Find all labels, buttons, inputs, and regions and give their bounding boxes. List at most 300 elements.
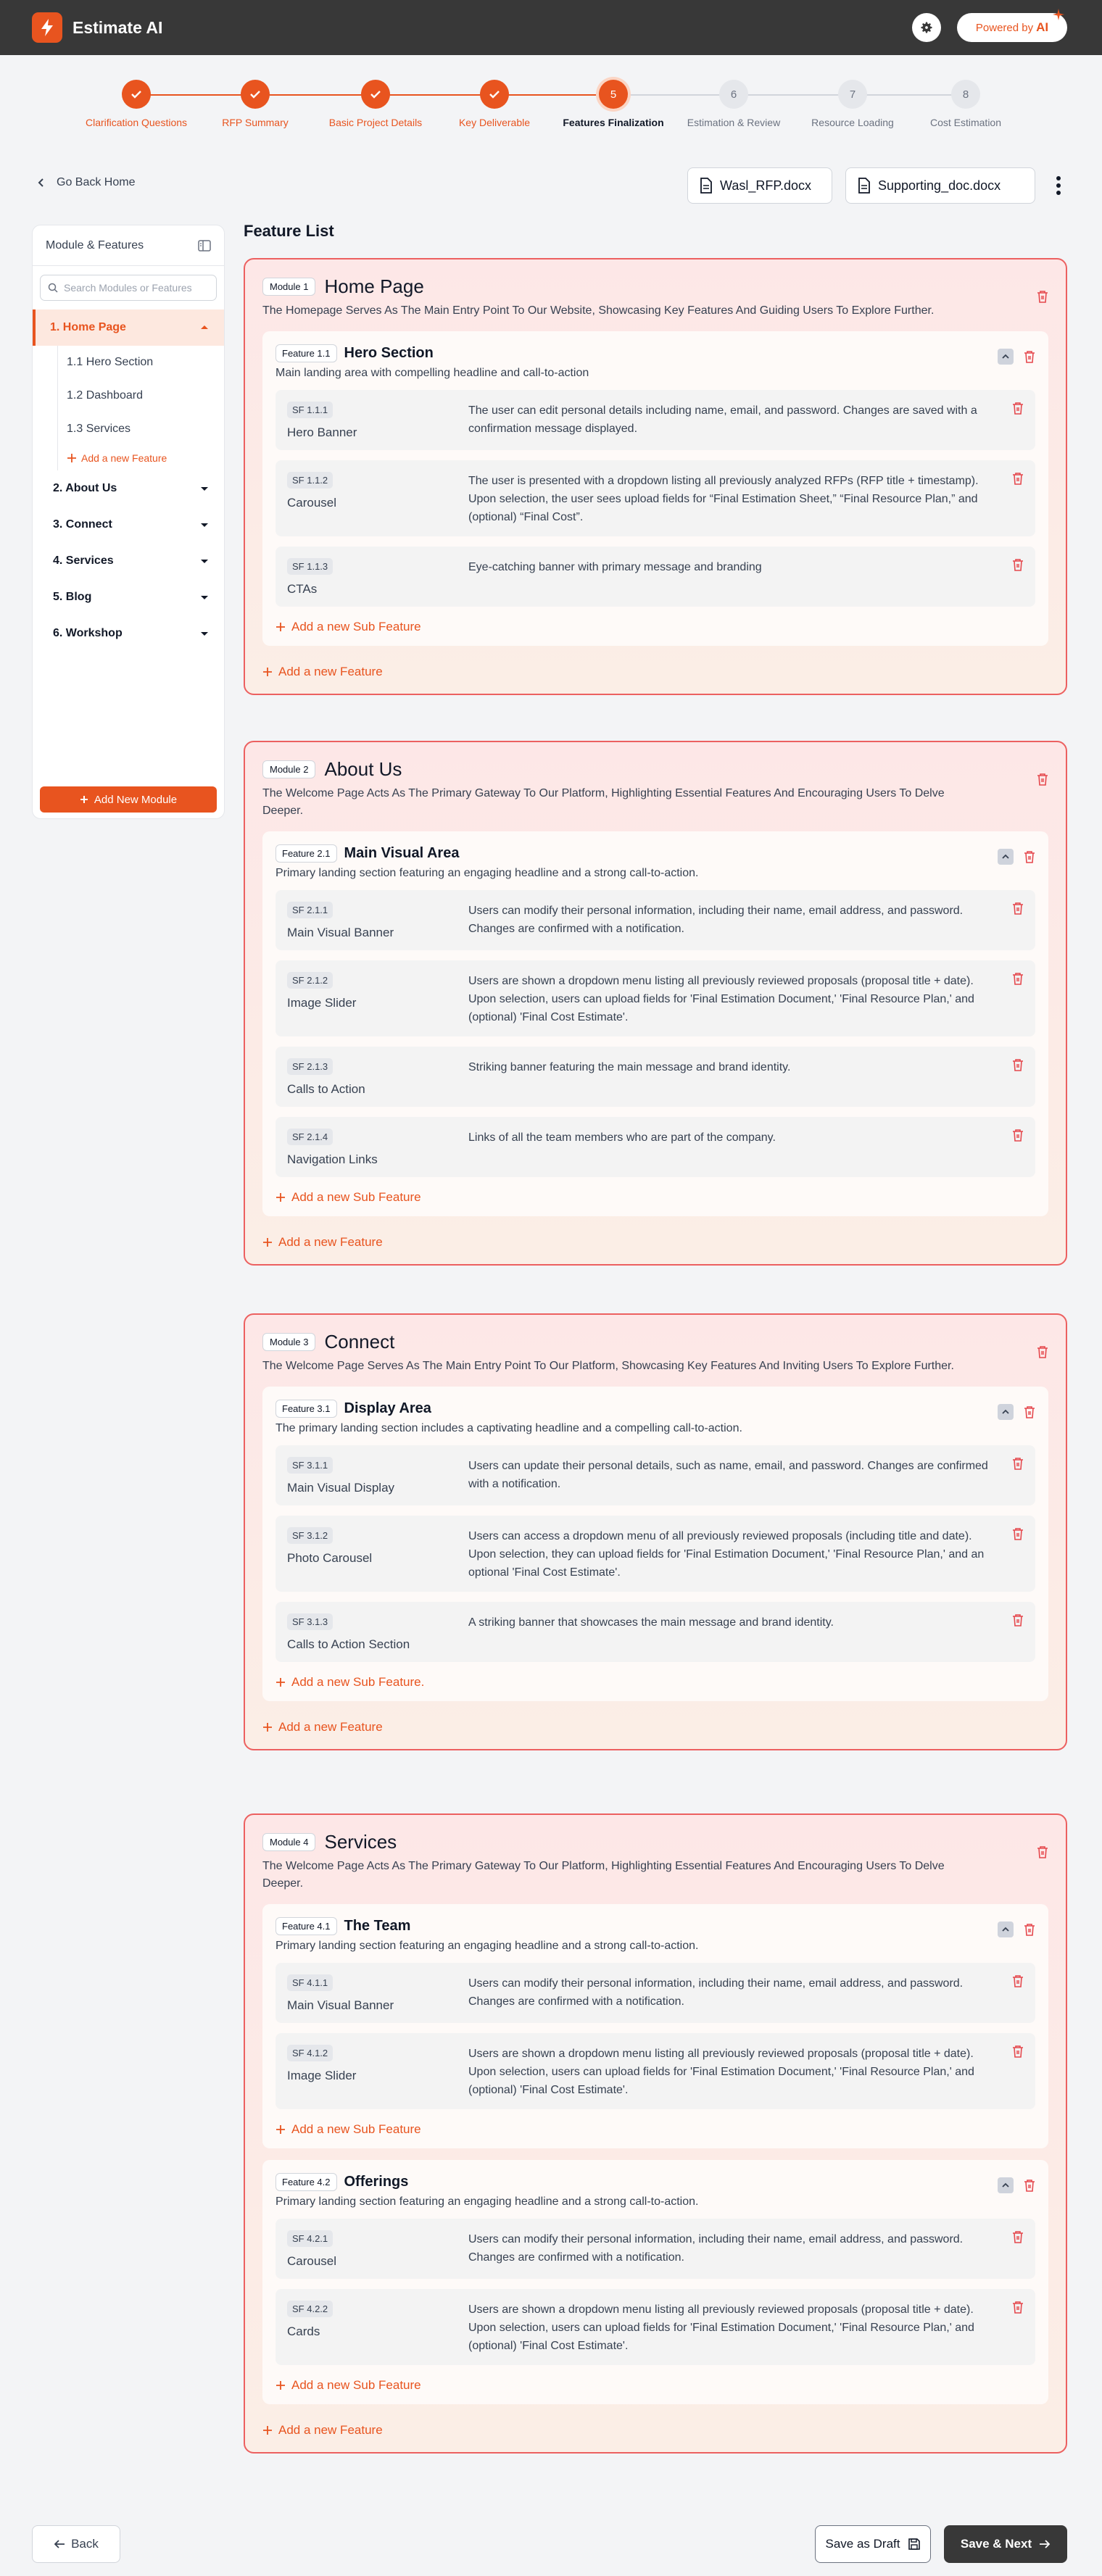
delete-sub-feature-button[interactable]: [1012, 2301, 1024, 2314]
sub-feature-name: Navigation Links: [287, 1152, 378, 1166]
app-title: Estimate AI: [72, 17, 163, 37]
trash-icon: [1012, 1129, 1024, 1142]
sub-feature-card: [276, 1516, 1035, 1592]
sub-feature-badge: SF 4.1.2: [287, 2045, 333, 2061]
delete-sub-feature-button[interactable]: [1012, 558, 1024, 571]
sidebar-module-label: 3. Connect: [53, 518, 112, 531]
sidebar-module-label: 4. Services: [53, 554, 114, 567]
plus-icon: [80, 795, 88, 804]
module-header: [262, 758, 1048, 781]
sub-feature-badge: SF 2.1.3: [287, 1058, 333, 1075]
step-label: Estimation & Review: [687, 117, 781, 128]
powered-by-label: Powered by: [975, 21, 1034, 34]
caret-down-icon: [199, 556, 210, 566]
step-label: Clarification Questions: [85, 117, 188, 128]
module-card: [244, 258, 1067, 695]
delete-sub-feature-button[interactable]: [1012, 2230, 1024, 2243]
module-sidebar: [32, 225, 225, 819]
sidebar-feature-item[interactable]: 1.3 Services: [67, 423, 131, 435]
delete-sub-feature-button[interactable]: [1012, 1527, 1024, 1540]
sub-feature-description: A striking banner that showcases the main message and brand identity.: [468, 1616, 834, 1629]
sub-feature-name: Main Visual Banner: [287, 1998, 394, 2012]
sub-feature-description: Users can modify their personal information, including their name, email address, and password. Changes are confirmed with a notification.: [468, 905, 964, 935]
sidebar-module-label: 1. Home Page: [50, 321, 126, 333]
sub-feature-badge: SF 1.1.1: [287, 402, 333, 418]
trash-icon: [1012, 1457, 1024, 1470]
collapse-feature-button[interactable]: [998, 1404, 1014, 1420]
plus-icon: [262, 2425, 273, 2435]
sub-feature-badge: SF 1.1.2: [287, 472, 333, 489]
module-card: [244, 741, 1067, 1266]
sub-feature-meta: [287, 2230, 468, 2269]
step-label: Cost Estimation: [929, 117, 1002, 128]
doc-button-supporting[interactable]: [845, 167, 1035, 204]
collapse-feature-button[interactable]: [998, 2177, 1014, 2193]
sub-feature-meta: [287, 402, 468, 440]
sidebar-add-feature-link[interactable]: [67, 446, 224, 470]
delete-module-button[interactable]: [1037, 773, 1048, 786]
arrow-right-icon: [1039, 2539, 1051, 2549]
check-icon: [130, 89, 142, 99]
step-label: Key Deliverable: [458, 117, 531, 128]
search-placeholder: Search Modules or Features: [64, 282, 192, 294]
step-2[interactable]: [190, 80, 320, 130]
chevron-up-icon: [1001, 852, 1010, 861]
delete-module-button[interactable]: [1037, 290, 1048, 303]
feature-header: [276, 344, 1035, 362]
powered-ai-label: AI: [1036, 20, 1049, 34]
sub-feature-description: The user can edit personal details including name, email, and password. Changes are saved with a confirmation message displayed.: [468, 404, 977, 435]
module-badge: Module 4: [262, 1833, 315, 1851]
sub-feature-card: [276, 547, 1035, 607]
delete-sub-feature-button[interactable]: [1012, 1974, 1024, 1987]
sidebar-sub-tree: [57, 346, 224, 470]
trash-icon: [1024, 1923, 1035, 1936]
feature-card: [262, 1387, 1048, 1701]
sub-feature-card: [276, 1602, 1035, 1662]
module-description: The Welcome Page Acts As The Primary Gateway To Our Platform, Highlighting Essential Features And Encouraging Users To Delve Deeper.: [262, 1860, 945, 1890]
sub-feature-card: [276, 2219, 1035, 2279]
feature-badge: Feature 4.2: [276, 2173, 337, 2191]
sub-feature-badge: SF 2.1.1: [287, 902, 333, 918]
plus-icon: [276, 1192, 286, 1202]
sub-feature-name: Main Visual Banner: [287, 926, 394, 939]
step-label: Features Finalization: [563, 117, 664, 128]
delete-sub-feature-button[interactable]: [1012, 2045, 1024, 2058]
caret-up-icon: [199, 323, 210, 333]
feature-header: [276, 2173, 1035, 2191]
back-button[interactable]: [32, 2525, 120, 2563]
module-description: The Homepage Serves As The Main Entry Point To Our Website, Showcasing Key Features And Guiding Users To Explore Further.: [262, 304, 935, 317]
feature-title: Display Area: [344, 1400, 431, 1416]
sub-feature-name: Carousel: [287, 2254, 337, 2268]
go-back-home-link[interactable]: [36, 176, 135, 189]
add-feature-label: Add a new Feature: [278, 2423, 383, 2437]
add-sub-feature-label: Add a new Sub Feature: [291, 2122, 421, 2136]
sub-feature-badge: SF 3.1.2: [287, 1527, 333, 1544]
feature-card: [262, 331, 1048, 646]
module-badge: Module 1: [262, 278, 315, 296]
sub-feature-description: Users can access a dropdown menu of all previously reviewed proposals (including title and date). Upon selection, they can upload fields for 'Final Estimation Document,' 'Final Resource Plan,' and an optional 'Final Cost Estimate'.: [468, 1530, 985, 1579]
sub-feature-name: Image Slider: [287, 2069, 357, 2082]
feature-description: Main landing area with compelling headline and call-to-action: [276, 367, 589, 379]
feature-controls: [998, 1404, 1035, 1420]
step-1[interactable]: [71, 80, 202, 130]
step-circle: [480, 80, 509, 109]
trash-icon: [1012, 2301, 1024, 2314]
module-card: [244, 1313, 1067, 1750]
collapse-feature-button[interactable]: [998, 1921, 1014, 1937]
add-sub-feature-link[interactable]: [276, 2122, 1035, 2137]
add-sub-feature-label: Add a new Sub Feature.: [291, 1675, 425, 1689]
trash-icon: [1024, 850, 1035, 863]
save-and-next-button[interactable]: [944, 2525, 1067, 2563]
collapse-feature-button[interactable]: [998, 349, 1014, 365]
sidebar-module-item[interactable]: [33, 543, 224, 579]
trash-icon: [1012, 472, 1024, 485]
step-number: 5: [610, 88, 617, 101]
sub-feature-badge: SF 4.2.1: [287, 2230, 333, 2247]
step-circle: [719, 80, 748, 109]
feature-badge: Feature 3.1: [276, 1400, 337, 1418]
sub-feature-card: [276, 1963, 1035, 2023]
add-sub-feature-label: Add a new Sub Feature: [291, 620, 421, 633]
sub-feature-card: [276, 890, 1035, 950]
sidebar-title: Module & Features: [46, 238, 144, 252]
sidebar-module-label: 6. Workshop: [53, 627, 123, 639]
gear-icon: [919, 20, 934, 35]
add-sub-feature-label: Add a new Sub Feature: [291, 2378, 421, 2392]
module-title: Connect: [324, 1331, 395, 1353]
next-label: Save & Next: [960, 2537, 1032, 2551]
add-feature-label: Add a new Feature: [81, 452, 167, 464]
trash-icon: [1012, 2045, 1024, 2058]
feature-card: [262, 831, 1048, 1216]
sub-feature-meta: [287, 1457, 468, 1495]
trash-icon: [1037, 290, 1048, 303]
feature-controls: [998, 1921, 1035, 1937]
sparkle-icon: [1053, 9, 1064, 20]
plus-icon: [276, 2124, 286, 2135]
feature-badge: Feature 2.1: [276, 844, 337, 863]
check-icon: [370, 89, 381, 99]
sidebar-module-item[interactable]: [33, 615, 224, 652]
plus-icon: [276, 1677, 286, 1687]
module-badge: Module 2: [262, 760, 315, 778]
plus-icon: [262, 667, 273, 677]
add-sub-feature-link[interactable]: [276, 620, 1035, 634]
sidebar-module-item[interactable]: [33, 309, 224, 346]
sub-feature-badge: SF 2.1.4: [287, 1129, 333, 1145]
module-header: [262, 275, 1048, 298]
sub-feature-description: Links of all the team members who are part of the company.: [468, 1131, 776, 1144]
step-6[interactable]: [668, 80, 799, 130]
add-feature-label: Add a new Feature: [278, 665, 383, 678]
settings-button[interactable]: [912, 13, 941, 42]
feature-card: [262, 2160, 1048, 2404]
chevron-up-icon: [1001, 1408, 1010, 1416]
progress-stepper: [0, 55, 1102, 164]
more-options-button[interactable]: [1050, 173, 1067, 199]
plus-icon: [67, 453, 77, 463]
sub-feature-name: Carousel: [287, 496, 337, 510]
delete-feature-button[interactable]: [1024, 850, 1035, 863]
sub-feature-name: Photo Carousel: [287, 1551, 373, 1565]
step-5[interactable]: [548, 80, 679, 130]
delete-sub-feature-button[interactable]: [1012, 1129, 1024, 1142]
add-sub-feature-label: Add a new Sub Feature: [291, 1190, 421, 1204]
sub-feature-meta: [287, 1974, 468, 2013]
document-icon: [700, 178, 713, 194]
sidebar-feature-item[interactable]: 1.1 Hero Section: [67, 356, 154, 368]
feature-header: [276, 1917, 1035, 1935]
sub-feature-badge: SF 3.1.3: [287, 1613, 333, 1630]
module-description: The Welcome Page Acts As The Primary Gateway To Our Platform, Highlighting Essential Features And Encouraging Users To Delve Deeper.: [262, 787, 945, 817]
caret-down-icon: [199, 483, 210, 494]
step-4[interactable]: [429, 80, 560, 130]
sub-feature-name: Hero Banner: [287, 425, 357, 439]
sub-feature-description: Users are shown a dropdown menu listing all previously reviewed proposals (proposal title + date). Upon selection, users can upload fields for 'Final Estimation Document,' 'Final Resource Plan,' and (optional) 'Final Cost Estimate'.: [468, 975, 974, 1023]
sub-feature-card: [276, 460, 1035, 536]
sub-feature-card: [276, 1445, 1035, 1505]
module-title: Services: [324, 1831, 397, 1853]
sidebar-feature-item[interactable]: 1.2 Dashboard: [67, 389, 143, 402]
module-header: [262, 1831, 1048, 1853]
sidebar-search-input[interactable]: [40, 275, 217, 301]
sub-feature-card: [276, 2289, 1035, 2365]
sub-feature-badge: SF 3.1.1: [287, 1457, 333, 1474]
sidebar-module-item[interactable]: [33, 470, 224, 507]
sub-feature-description: Striking banner featuring the main message and brand identity.: [468, 1061, 791, 1073]
plus-icon: [276, 622, 286, 632]
plus-icon: [262, 1722, 273, 1732]
step-7[interactable]: [787, 80, 918, 130]
sub-feature-name: Main Visual Display: [287, 1481, 395, 1495]
module-card: [244, 1813, 1067, 2454]
step-circle: [838, 80, 867, 109]
sub-feature-name: Calls to Action Section: [287, 1637, 410, 1651]
feature-list-title: Feature List: [244, 222, 334, 240]
sidebar-module-item[interactable]: [33, 579, 224, 615]
sub-feature-description: Users are shown a dropdown menu listing all previously reviewed proposals (proposal title + date). Upon selection, users can upload fields for 'Final Estimation Document,' 'Final Resource Plan,' and (optional) 'Final Cost Estimate'.: [468, 2048, 974, 2096]
add-new-module-button[interactable]: [40, 786, 217, 813]
plus-icon: [262, 1237, 273, 1247]
delete-feature-button[interactable]: [1024, 1405, 1035, 1418]
save-as-draft-button[interactable]: [815, 2525, 931, 2563]
trash-icon: [1012, 1527, 1024, 1540]
trash-icon: [1012, 1974, 1024, 1987]
sidebar-header: [33, 225, 224, 266]
feature-header: [276, 1400, 1035, 1418]
delete-sub-feature-button[interactable]: [1012, 902, 1024, 915]
delete-sub-feature-button[interactable]: [1012, 1058, 1024, 1071]
feature-title: The Team: [344, 1918, 411, 1934]
add-feature-label: Add a new Feature: [278, 1720, 383, 1734]
check-icon: [489, 89, 500, 99]
back-label: Back: [71, 2537, 99, 2551]
caret-down-icon: [199, 592, 210, 602]
sub-feature-meta: [287, 1129, 468, 1167]
step-number: 8: [962, 88, 969, 101]
feature-badge: Feature 1.1: [276, 344, 337, 362]
trash-icon: [1012, 2230, 1024, 2243]
sub-feature-badge: SF 4.1.1: [287, 1974, 333, 1991]
sub-feature-description: Eye-catching banner with primary message and branding: [468, 561, 762, 573]
save-icon: [908, 2538, 921, 2551]
plus-icon: [276, 2380, 286, 2390]
trash-icon: [1012, 558, 1024, 571]
feature-title: Offerings: [344, 2174, 409, 2190]
trash-icon: [1012, 972, 1024, 985]
sub-feature-description: Users can modify their personal information, including their name, email address, and password. Changes are confirmed with a notification.: [468, 2233, 964, 2264]
check-icon: [249, 89, 261, 99]
trash-icon: [1037, 773, 1048, 786]
sub-feature-name: Calls to Action: [287, 1082, 365, 1096]
sub-feature-meta: [287, 1613, 468, 1652]
sub-feature-name: Image Slider: [287, 996, 357, 1010]
step-label: RFP Summary: [222, 117, 289, 128]
add-feature-link[interactable]: [262, 1235, 1048, 1250]
feature-description: Primary landing section featuring an engaging headline and a strong call-to-action.: [276, 867, 699, 879]
sidebar-module-label: 5. Blog: [53, 591, 92, 603]
sub-feature-badge: SF 4.2.2: [287, 2301, 333, 2317]
add-feature-link[interactable]: [262, 1720, 1048, 1734]
feature-controls: [998, 849, 1035, 865]
trash-icon: [1024, 1405, 1035, 1418]
sub-feature-description: The user is presented with a dropdown listing all previously analyzed RFPs (RFP title + timestamp). Upon selection, the user sees upload fields for “Final Estimation Sheet,” “Final Resource Plan,” and (optional) “Final Cost”.: [468, 475, 979, 523]
sub-feature-card: [276, 1047, 1035, 1107]
sub-feature-meta: [287, 972, 468, 1026]
feature-controls: [998, 349, 1035, 365]
sub-feature-card: [276, 390, 1035, 450]
module-title: Home Page: [324, 275, 424, 297]
feature-description: The primary landing section includes a captivating headline and a compelling call-to-action.: [276, 1422, 742, 1434]
add-sub-feature-link[interactable]: [276, 1675, 1035, 1690]
module-description: The Welcome Page Serves As The Main Entry Point To Our Platform, Showcasing Key Features And Inviting Users To Explore Further.: [262, 1360, 954, 1372]
feature-header: [276, 844, 1035, 863]
delete-sub-feature-button[interactable]: [1012, 972, 1024, 985]
delete-sub-feature-button[interactable]: [1012, 402, 1024, 415]
doc-name: Wasl_RFP.docx: [720, 178, 812, 193]
feature-controls: [998, 2177, 1035, 2193]
chevron-left-icon: [36, 178, 46, 188]
feature-description: Primary landing section featuring an engaging headline and a strong call-to-action.: [276, 2195, 699, 2208]
delete-sub-feature-button[interactable]: [1012, 1613, 1024, 1626]
sub-feature-meta: [287, 902, 468, 940]
step-circle: [599, 80, 628, 109]
sub-feature-meta: [287, 558, 468, 597]
feature-title: Main Visual Area: [344, 845, 460, 861]
sub-feature-meta: [287, 2301, 468, 2355]
sub-feature-description: Users can modify their personal information, including their name, email address, and password. Changes are confirmed with a notification.: [468, 1977, 964, 2008]
sub-feature-name: Cards: [287, 2324, 320, 2338]
module-header: [262, 1331, 1048, 1353]
collapse-sidebar-icon[interactable]: [198, 240, 211, 252]
feature-badge: Feature 4.1: [276, 1917, 337, 1935]
step-3[interactable]: [310, 80, 441, 130]
delete-module-button[interactable]: [1037, 1845, 1048, 1858]
trash-icon: [1024, 350, 1035, 363]
doc-button-rfp[interactable]: [687, 167, 832, 204]
sub-feature-description: Users are shown a dropdown menu listing all previously reviewed proposals (proposal title + date). Upon selection, users can upload fields for 'Final Estimation Document,' 'Final Resource Plan,' and (optional) 'Final Cost Estimate'.: [468, 2303, 974, 2352]
chevron-up-icon: [1001, 2181, 1010, 2190]
step-label: Resource Loading: [811, 117, 894, 128]
collapse-feature-button[interactable]: [998, 849, 1014, 865]
sub-feature-badge: SF 2.1.2: [287, 972, 333, 989]
trash-icon: [1037, 1845, 1048, 1858]
add-module-label: Add New Module: [94, 793, 178, 806]
chevron-up-icon: [1001, 352, 1010, 361]
sub-feature-card: [276, 2033, 1035, 2109]
sub-feature-badge: SF 1.1.3: [287, 558, 333, 575]
add-feature-link[interactable]: [262, 665, 1048, 679]
sub-feature-name: CTAs: [287, 582, 318, 596]
sub-feature-description: Users can update their personal details, such as name, email, and password. Changes are confirmed with a notification.: [468, 1460, 988, 1490]
sidebar-module-item[interactable]: [33, 507, 224, 543]
delete-sub-feature-button[interactable]: [1012, 1457, 1024, 1470]
sub-feature-meta: [287, 2045, 468, 2099]
go-back-home-label: Go Back Home: [57, 176, 136, 188]
draft-label: Save as Draft: [825, 2537, 900, 2551]
module-title: About Us: [324, 758, 402, 780]
top-bar: [0, 0, 1102, 55]
trash-icon: [1012, 1613, 1024, 1626]
step-circle: [361, 80, 390, 109]
trash-icon: [1012, 902, 1024, 915]
feature-card: [262, 1904, 1048, 2148]
sidebar-module-label: 2. About Us: [53, 482, 117, 494]
step-circle: [951, 80, 980, 109]
lightning-logo-icon: [32, 12, 62, 43]
caret-down-icon: [199, 520, 210, 530]
module-badge: Module 3: [262, 1333, 315, 1351]
trash-icon: [1012, 1058, 1024, 1071]
sub-feature-meta: [287, 1058, 468, 1097]
kebab-menu-icon: [1050, 173, 1067, 199]
trash-icon: [1012, 402, 1024, 415]
step-circle: [122, 80, 151, 109]
caret-down-icon: [199, 628, 210, 639]
delete-sub-feature-button[interactable]: [1012, 472, 1024, 485]
sub-feature-meta: [287, 1527, 468, 1582]
sub-feature-meta: [287, 472, 468, 526]
delete-feature-button[interactable]: [1024, 2179, 1035, 2192]
step-label: Basic Project Details: [328, 117, 423, 128]
feature-title: Hero Section: [344, 345, 434, 361]
add-sub-feature-link[interactable]: [276, 2378, 1035, 2393]
step-circle: [241, 80, 270, 109]
sub-feature-card: [276, 1117, 1035, 1177]
powered-by-ai-badge: [957, 13, 1067, 42]
chevron-up-icon: [1001, 1925, 1010, 1934]
trash-icon: [1024, 2179, 1035, 2192]
delete-feature-button[interactable]: [1024, 350, 1035, 363]
step-number: 6: [730, 88, 737, 101]
add-feature-link[interactable]: [262, 2423, 1048, 2438]
add-sub-feature-link[interactable]: [276, 1190, 1035, 1205]
add-feature-label: Add a new Feature: [278, 1235, 383, 1249]
feature-description: Primary landing section featuring an engaging headline and a strong call-to-action.: [276, 1940, 699, 1952]
arrow-left-icon: [54, 2539, 65, 2549]
search-icon: [48, 283, 58, 293]
trash-icon: [1037, 1345, 1048, 1358]
delete-feature-button[interactable]: [1024, 1923, 1035, 1936]
document-icon: [858, 178, 871, 194]
step-8[interactable]: [900, 80, 1031, 130]
sub-feature-card: [276, 960, 1035, 1036]
delete-module-button[interactable]: [1037, 1345, 1048, 1358]
step-number: 7: [849, 88, 856, 101]
